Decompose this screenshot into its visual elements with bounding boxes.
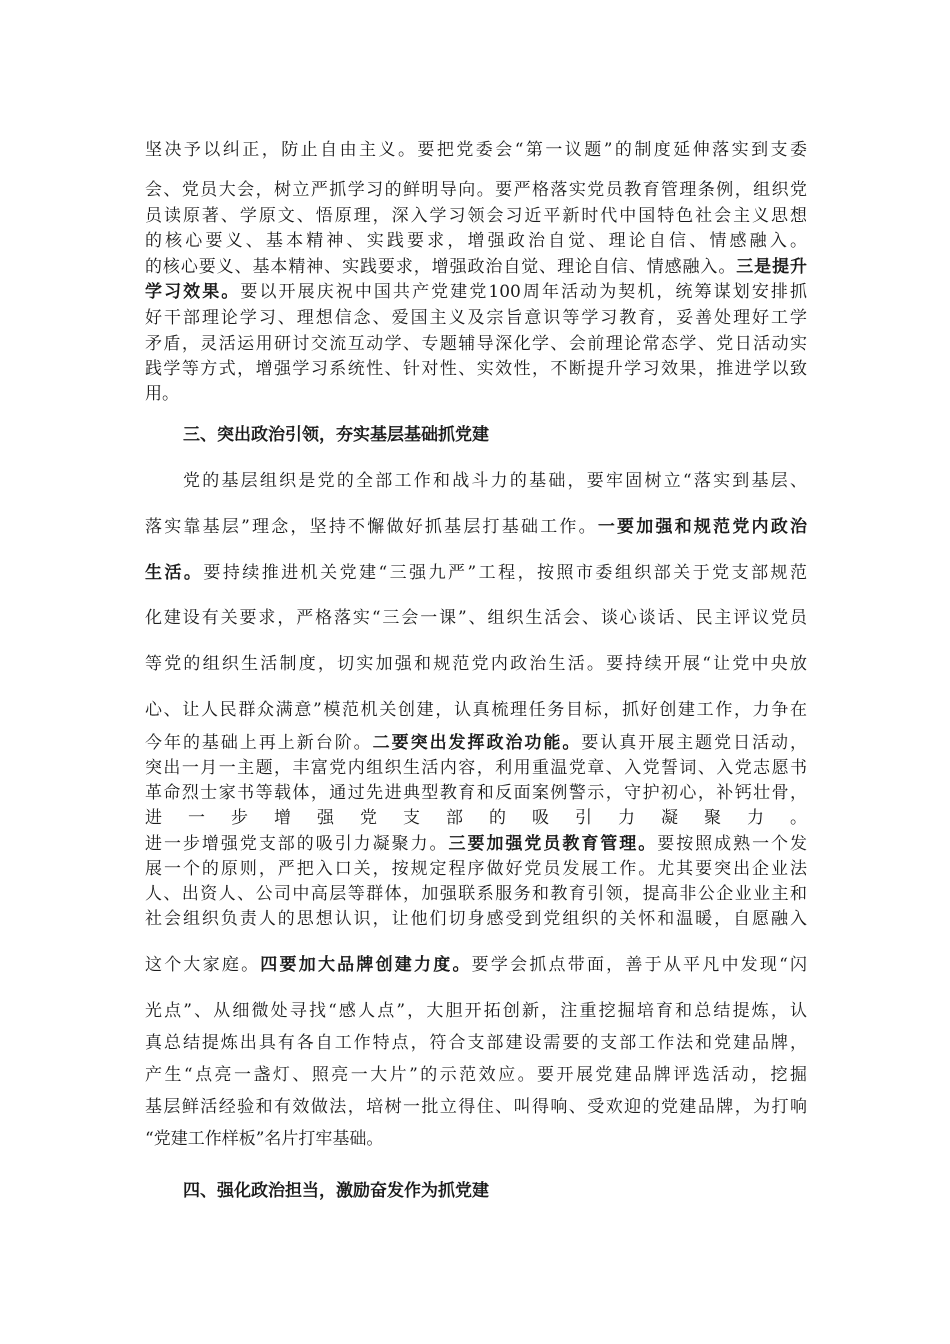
text-run: 要认真开展主题党日活动，	[581, 733, 807, 753]
section-heading: 三、突出政治引领，夯实基层基础抓党建	[183, 425, 489, 445]
text-line: 用。	[145, 384, 179, 404]
text-line-mixed	[145, 281, 807, 303]
text-line-mixed	[145, 732, 807, 754]
text-line: 矛盾，灵活运用研讨交流互动学、专题辅导深化学、会前理论常态学、党日活动实	[145, 334, 807, 354]
text-line: “党建工作样板”名片打牢基础。	[145, 1129, 384, 1149]
text-line: 坚决予以纠正，防止自由主义。要把党委会“第一议题”的制度延伸落实到支委	[145, 140, 807, 160]
text-line: 真总结提炼出具有各自工作特点，符合支部建设需要的支部工作法和党建品牌，	[145, 1033, 807, 1053]
text-line: 会、党员大会，树立严抓学习的鲜明导向。要严格落实党员教育管理条例，组织党	[145, 180, 807, 200]
bold-lead: 二要突出发挥政治功能。	[372, 733, 582, 753]
text-line: 化建设有关要求，严格落实“三会一课”、组织生活会、谈心谈话、民主评议党员	[145, 608, 807, 628]
text-line-mixed	[145, 516, 807, 538]
text-line: 展一个的原则，严把入口关，按规定程序做好党员发展工作。尤其要突出企业法	[145, 859, 807, 879]
text-line: 基层鲜活经验和有效做法，培树一批立得住、叫得响、受欢迎的党建品牌，为打响	[145, 1097, 807, 1117]
text-run: 要持续推进机关党建“三强九严”工程，按照市委组织部关于党支部规范	[203, 563, 807, 583]
bold-lead: 三要加强党员教育管理。	[448, 834, 658, 854]
text-line: 人、出资人、公司中高层等群体，加强联系服务和教育引领，提高非公企业业主和	[145, 884, 807, 904]
text-line-mixed	[145, 562, 807, 584]
text-line: 好干部理论学习、理想信念、爱国主义及宗旨意识等学习教育，妥善处理好工学	[145, 308, 807, 328]
bold-lead: 学习效果。	[145, 282, 241, 302]
text-line: 党的基层组织是党的全部工作和战斗力的基础，要牢固树立“落实到基层、	[183, 471, 807, 491]
bold-lead: 三是提升	[736, 257, 807, 277]
bold-lead: 四要加大品牌创建力度。	[260, 955, 472, 975]
text-line: 践学等方式，增强学习系统性、针对性、实效性，不断提升学习效果，推进学以致	[145, 359, 807, 379]
text-run: 要学会抓点带面，善于从平凡中发现“闪	[471, 955, 807, 975]
text-line: 等党的组织生活制度，切实加强和规范党内政治生活。要持续开展“让党中央放	[145, 654, 807, 674]
text-line-mixed	[145, 833, 807, 855]
text-line-mixed	[145, 954, 807, 976]
text-line: 的核心要义、基本精神、实践要求，增强政治自觉、理论自信、情感融入。	[145, 231, 807, 251]
bold-lead: 一要加强和规范党内政治	[597, 517, 807, 537]
text-run: 这个大家庭。	[145, 955, 261, 975]
text-run: 今年的基础上再上新台阶。	[145, 733, 373, 753]
text-line: 心、让人民群众满意”模范机关创建，认真梳理任务目标，抓好创建工作，力争在	[145, 700, 807, 720]
text-line: 社会组织负责人的思想认识，让他们切身感受到党组织的关怀和温暖，自愿融入	[145, 909, 807, 929]
section-heading: 四、强化政治担当，激励奋发作为抓党建	[183, 1181, 489, 1201]
text-run: 的核心要义、基本精神、实践要求，增强政治自觉、理论自信、情感融入。	[145, 257, 737, 277]
text-run: 落实靠基层”理念，坚持不懈做好抓基层打基础工作。	[145, 517, 598, 537]
text-line: 产生“点亮一盏灯、照亮一大片”的示范效应。要开展党建品牌评选活动，挖掘	[145, 1065, 807, 1085]
text-line: 员读原著、学原文、悟原理，深入学习领会习近平新时代中国特色社会主义思想	[145, 206, 807, 226]
text-line-mixed	[145, 256, 807, 278]
text-line: 革命烈士家书等载体，通过先进典型教育和反面案例警示，守护初心，补钙壮骨，	[145, 783, 807, 803]
text-run: 要以开展庆祝中国共产党建党100周年活动为契机，统筹谋划安排抓	[240, 282, 807, 302]
text-line: 进一步增强党支部的吸引力凝聚力。	[145, 808, 807, 828]
text-line: 突出一月一主题，丰富党内组织生活内容，利用重温党章、入党誓词、入党志愿书	[145, 758, 807, 778]
text-run: 要按照成熟一个发	[657, 834, 807, 854]
text-run: 进一步增强党支部的吸引力凝聚力。	[145, 834, 449, 854]
bold-lead: 生活。	[145, 563, 204, 583]
text-line: 光点”、从细微处寻找“感人点”，大胆开拓创新，注重挖掘培育和总结提炼，认	[145, 1001, 807, 1021]
